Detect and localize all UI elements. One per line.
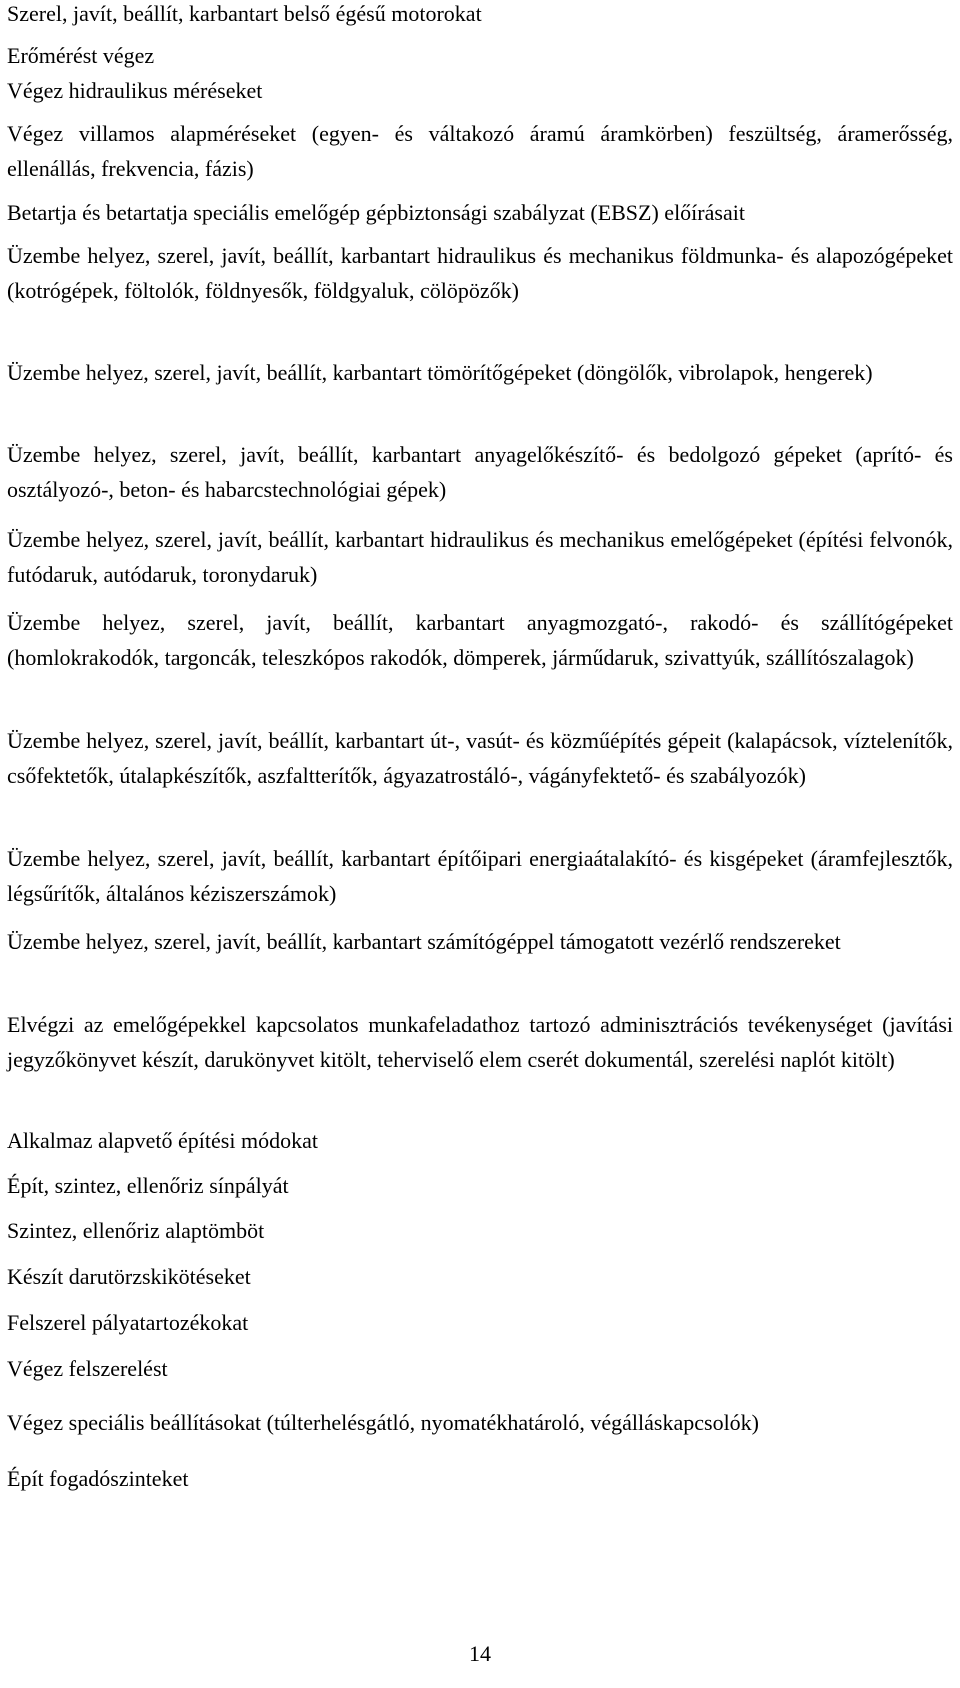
task-item: Felszerel pályatartozékokat xyxy=(7,1310,249,1335)
task-item: Erőmérést végez xyxy=(7,43,155,68)
task-item: Üzembe helyez, szerel, javít, beállít, karbantart tömörítőgépeket (döngölők, vibrolapok, hengerek) xyxy=(7,360,873,385)
task-item: Üzembe helyez, szerel, javít, beállít, karbantart hidraulikus és mechanikus földmunka- és alapozógépeket (kotrógépek, föltolók, földnyesők, földgyaluk, cölöpözők) xyxy=(7,243,953,303)
task-item: Készít darutörzskikötéseket xyxy=(7,1264,251,1289)
page-number: 14 xyxy=(469,1641,491,1666)
task-item: Épít fogadószinteket xyxy=(7,1466,189,1491)
task-item: Üzembe helyez, szerel, javít, beállít, karbantart építőipari energiaátalakító- és kisgépeket (áramfejlesztők, légsűrítők, általános kéziszerszámok) xyxy=(7,846,953,906)
task-item: Üzembe helyez, szerel, javít, beállít, karbantart út-, vasút- és közműépítés gépeit (kalapácsok, víztelenítők, csőfektetők, útalapkészítők, aszfaltterítők, ágyazatrostáló-, vágányfektető- és szabályozók) xyxy=(7,728,953,788)
task-item: Üzembe helyez, szerel, javít, beállít, karbantart hidraulikus és mechanikus emelőgépeket (építési felvonók, futódaruk, autódaruk, toronydaruk) xyxy=(7,527,953,587)
task-item: Betartja és betartatja speciális emelőgép gépbiztonsági szabályzat (EBSZ) előírásait xyxy=(7,200,745,225)
task-item: Üzembe helyez, szerel, javít, beállít, karbantart számítógéppel támogatott vezérlő rendszereket xyxy=(7,929,841,954)
task-item: Végez villamos alapméréseket (egyen- és váltakozó áramú áramkörben) feszültség, áramerősség, ellenállás, frekvencia, fázis) xyxy=(7,121,953,181)
task-item: Épít, szintez, ellenőriz sínpályát xyxy=(7,1173,289,1198)
task-item: Alkalmaz alapvető építési módokat xyxy=(7,1128,318,1153)
task-item: Végez hidraulikus méréseket xyxy=(7,78,263,103)
task-item: Végez speciális beállításokat (túlterhelésgátló, nyomatékhatároló, végálláskapcsolók) xyxy=(7,1410,760,1435)
task-item: Végez felszerelést xyxy=(7,1356,168,1381)
task-item: Üzembe helyez, szerel, javít, beállít, karbantart anyagelőkészítő- és bedolgozó gépeket (aprító- és osztályozó-, beton- és habarcstechnológiai gépek) xyxy=(7,442,953,502)
task-item: Szerel, javít, beállít, karbantart belső égésű motorokat xyxy=(7,1,482,26)
task-item: Elvégzi az emelőgépekkel kapcsolatos munkafeladathoz tartozó adminisztrációs tevékenységet (javítási jegyzőkönyvet készít, darukönyvet kitölt, teherviselő elem cserét dokumentál, szerelési naplót kitölt) xyxy=(7,1012,953,1072)
task-item: Szintez, ellenőriz alaptömböt xyxy=(7,1218,265,1243)
task-item: Üzembe helyez, szerel, javít, beállít, karbantart anyagmozgató-, rakodó- és szállítógépeket (homlokrakodók, targoncák, teleszkópos rakodók, dömperek, járműdaruk, szivattyúk, szállítószalagok) xyxy=(7,610,953,670)
